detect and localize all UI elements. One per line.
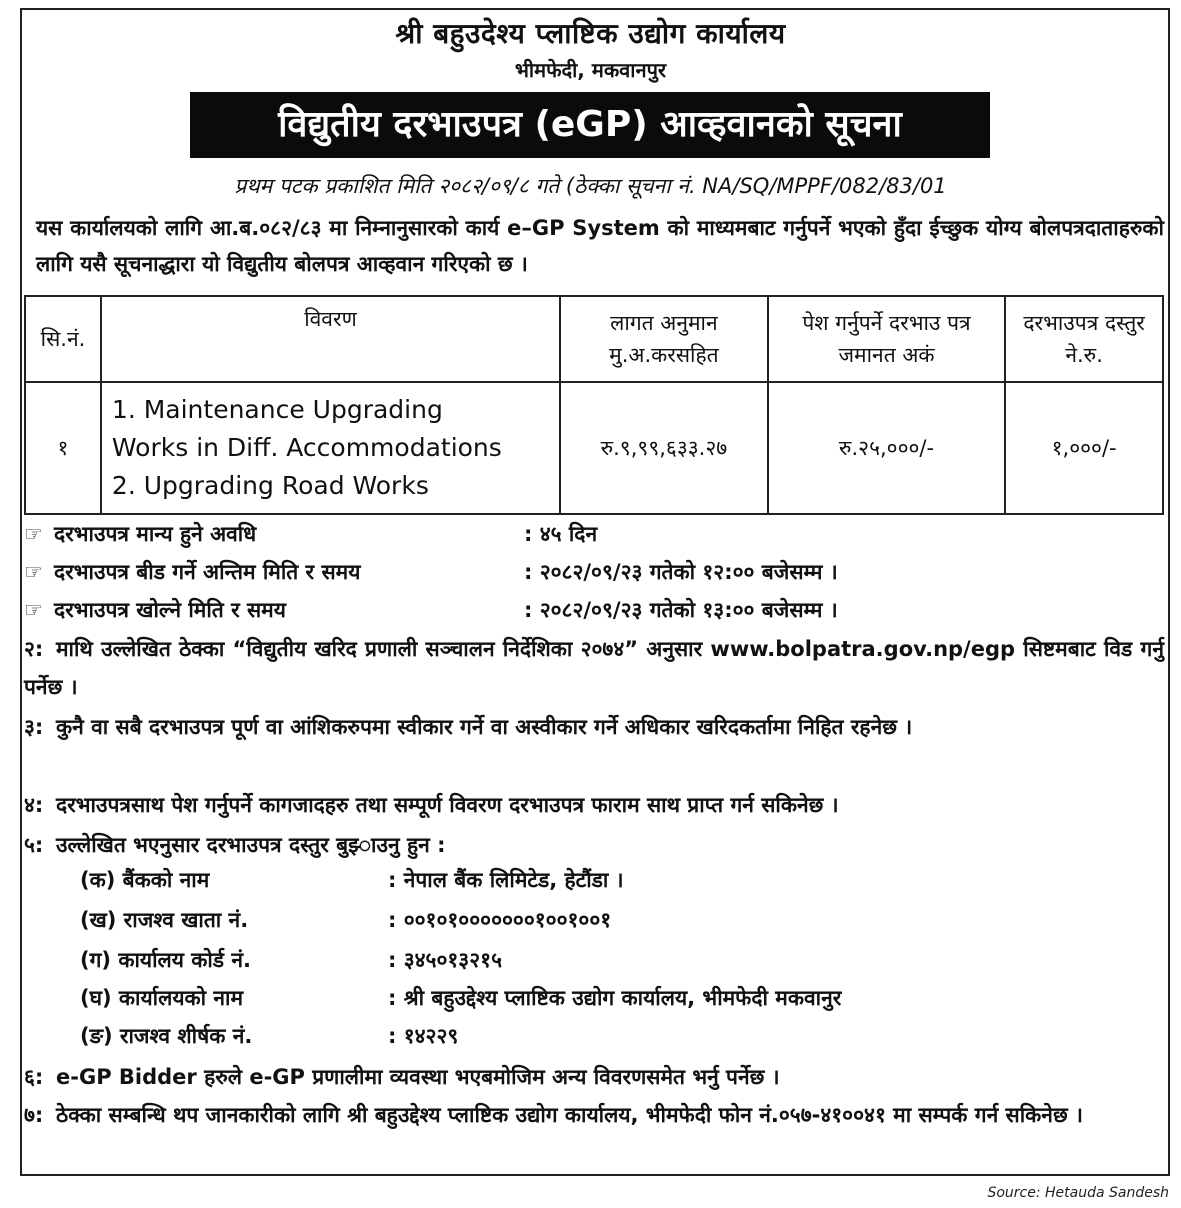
bank-value: : ००१०१०००००००१००१००१ bbox=[388, 908, 612, 932]
point-number: ३: bbox=[24, 715, 44, 739]
point-3 bbox=[24, 708, 1164, 746]
point-6 bbox=[24, 1058, 1164, 1096]
point-2 bbox=[24, 630, 1164, 706]
row-fee: १,०००/- bbox=[1005, 382, 1163, 514]
bank-label: (घ) कार्यालयको नाम bbox=[80, 986, 244, 1010]
point-number: ४: bbox=[24, 793, 44, 817]
pointing-hand-icon: ☞ bbox=[24, 598, 43, 622]
row-cost: रु.९,९९,६३३.२७ bbox=[560, 382, 768, 514]
intro-text: यस कार्यालयको लागि आ.ब.०८२/८३ मा निम्नानुसारको कार्य e–GP System को माध्यमबाट गर्नुपर्ने भएको हुँदा ईच्छुक योग्य बोलपत्रदाताहरुको लागि यसै सूचनाद्धारा यो विद्युतीय बोलपत्र आव्हवान गरिएको छ । bbox=[36, 216, 1164, 276]
bank-label: (क) बैंकको नाम bbox=[80, 868, 210, 892]
bank-value: : ३४५०१३२१५ bbox=[388, 948, 502, 972]
row-description bbox=[101, 382, 560, 514]
pointing-hand-icon: ☞ bbox=[24, 522, 43, 546]
col-bid-security: पेश गर्नुपर्ने दरभाउ पत्र जमानत अकं bbox=[768, 296, 1005, 382]
point-text: माथि उल्लेखित ठेक्का “विद्युतीय खरिद प्रणाली सञ्चालन निर्देशिका २०७४” अनुसार www.bolpatra.gov.np/egp सिष्टमबाट विड गर्नु पर्नेछ । bbox=[24, 637, 1164, 699]
col-sn: सि.नं. bbox=[25, 296, 101, 382]
detail-label: दरभाउपत्र बीड गर्ने अन्तिम मिति र समय bbox=[54, 560, 361, 584]
point-text: कुनै वा सबै दरभाउपत्र पूर्ण वा आंशिकरुपमा स्वीकार गर्ने वा अस्वीकार गर्ने अधिकार खरिदकर्तामा निहित रहनेछ । bbox=[56, 715, 913, 739]
point-text: दरभाउपत्रसाथ पेश गर्नुपर्ने कागजादहरु तथा सम्पूर्ण विवरण दरभाउपत्र फाराम साथ प्राप्त गर्न सकिनेछ । bbox=[56, 793, 839, 817]
revenue-heading bbox=[80, 1022, 459, 1050]
point-number: ६: bbox=[24, 1065, 44, 1089]
row-security: रु.२५,०००/- bbox=[768, 382, 1005, 514]
detail-validity bbox=[24, 520, 598, 548]
point-5 bbox=[24, 826, 1164, 864]
detail-value: : २०८२/०९/२३ गतेको १२:०० बजेसम्म । bbox=[524, 560, 838, 584]
point-text: उल्लेखित भएनुसार दरभाउपत्र दस्तुर बुझ्‍ाउनु हुन : bbox=[56, 833, 446, 857]
org-name: श्री बहुउदेश्य प्लाष्टिक उद्योग कार्यालय bbox=[395, 17, 786, 50]
col-fee: दरभाउपत्र दस्तुर ने.रु. bbox=[1005, 296, 1163, 382]
detail-value: : ४५ दिन bbox=[524, 522, 598, 546]
bank-label: (ग) कार्यालय कोर्ड नं. bbox=[80, 948, 251, 972]
bank-value: : श्री बहुउद्देश्य प्लाष्टिक उद्योग कार्यालय, भीमफेदी मकवानुर bbox=[388, 986, 842, 1010]
point-text: e-GP Bidder हरुले e-GP प्रणालीमा व्यवस्था भएबमोजिम अन्य विवरणसमेत भर्नु पर्नेछ । bbox=[56, 1065, 780, 1089]
detail-label: दरभाउपत्र मान्य हुने अवधि bbox=[54, 522, 257, 546]
point-number: ५: bbox=[24, 833, 44, 857]
table-row bbox=[25, 382, 1163, 514]
bank-value: : १४२२९ bbox=[388, 1024, 459, 1048]
table-header-row bbox=[25, 296, 1163, 382]
detail-value: : २०८२/०९/२३ गतेको १३:०० बजेसम्म । bbox=[524, 598, 838, 622]
point-number: २: bbox=[24, 637, 44, 661]
detail-bid-deadline bbox=[24, 558, 838, 586]
org-address: भीमफेदी, मकवानपुर bbox=[514, 58, 667, 82]
point-4 bbox=[24, 786, 1164, 824]
published-date: प्रथम पटक प्रकाशित मिति २०८२/०९/८ गते (ठेक्का सूचना नं. NA/SQ/MPPF/082/83/01 bbox=[234, 174, 947, 198]
desc-line: 1. Maintenance Upgrading bbox=[111, 395, 443, 424]
revenue-account bbox=[80, 906, 612, 934]
bank-name bbox=[80, 866, 624, 894]
detail-opening bbox=[24, 596, 838, 624]
point-number: ७: bbox=[24, 1103, 44, 1127]
col-description: विवरण bbox=[101, 296, 560, 382]
source-credit: Source: Hetauda Sandesh bbox=[987, 1185, 1169, 1201]
point-text: ठेक्का सम्बन्धि थप जानकारीको लागि श्री बहुउद्देश्य प्लाष्टिक उद्योग कार्यालय, भीमफेदी फोन नं.०५७-४१००४१ मा सम्पर्क गर्न सकिनेछ । bbox=[56, 1103, 1083, 1127]
bid-table bbox=[24, 295, 1164, 515]
notice-title: विद्युतीय दरभाउपत्र (eGP) आव्हवानको सूचना bbox=[190, 92, 990, 158]
row-sn: १ bbox=[25, 382, 101, 514]
bank-value: : नेपाल बैंक लिमिटेड, हेटौंडा । bbox=[388, 868, 624, 892]
desc-line: 2. Upgrading Road Works bbox=[111, 471, 429, 500]
col-cost-estimate: लागत अनुमान मु.अ.करसहित bbox=[560, 296, 768, 382]
bank-label: (ख) राजश्व खाता नं. bbox=[80, 908, 249, 932]
bank-label: (ङ) राजश्व शीर्षक नं. bbox=[80, 1024, 253, 1048]
point-7 bbox=[24, 1096, 1164, 1134]
desc-line: Works in Diff. Accommodations bbox=[111, 433, 502, 462]
detail-label: दरभाउपत्र खोल्ने मिति र समय bbox=[54, 598, 286, 622]
office-name bbox=[80, 984, 842, 1012]
office-code bbox=[80, 946, 502, 974]
pointing-hand-icon: ☞ bbox=[24, 560, 43, 584]
